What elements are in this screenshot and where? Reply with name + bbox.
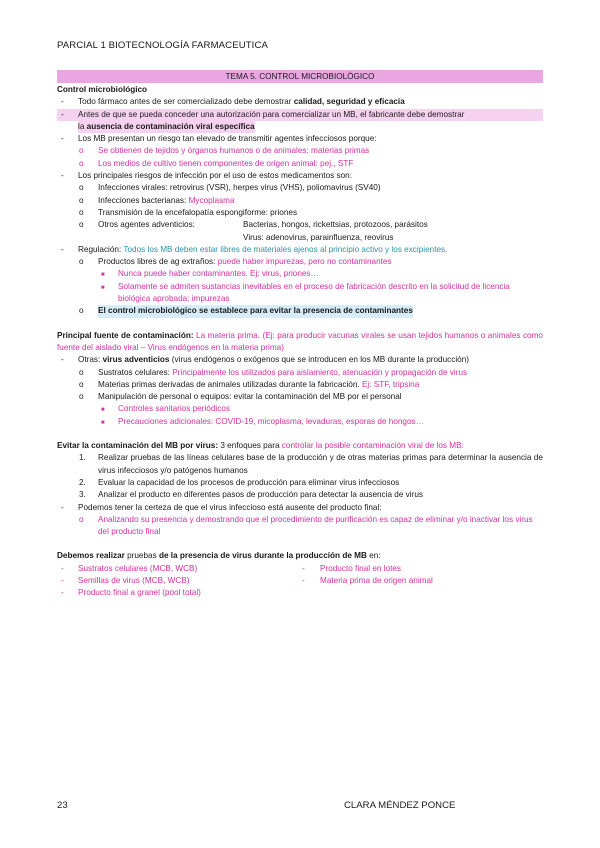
bullet-line: - Los MB presentan un riesgo tan elevado de transmitir agentes infecciosos porque: [61,134,377,144]
sub-bullet-line: o Sustratos celulares: Principalmente los utilizados para aislamiento, atenuación y propagación de virus [79,367,468,377]
sub-bullet-line-highlighted: o El control microbiológico se establece para evitar la presencia de contaminantes [57,305,543,317]
bullet-line: - Otras: virus adventicios (virus endógenos o exógenos que se introducen en los MB durante la producción) [61,355,469,365]
list-item: - Sustratos celulares (MCB, WCB) [61,563,198,573]
paragraph: Debemos realizar pruebas de la presencia de virus durante la producción de MB en: [57,551,381,561]
list-item: - Producto final a granel (pool total) [61,588,201,598]
sub-sub-bullet-line: ■ Solamente se admiten sustancias inevitables en el proceso de fabricación descrito en la solicitud de licencia biológica aprobada: impurezas [101,281,510,304]
page-number: 23 [57,800,68,811]
sub-bullet-line: o Los medios de cultivo tienen componentes de origen animal: pej., STF [79,158,354,168]
list-item: - Materia prima de origen animal [302,575,433,585]
sub-bullet-line: o Materias primas derivadas de animales utilizadas durante la fabricación. Ej: STF, tripsina [79,379,420,389]
sub-bullet-line: o Otros agentes adventicios: Bacterias, hongos, rickettsias, protozoos, parásitos [79,220,428,230]
two-column-list [57,563,543,600]
bullet-line: - Todo fármaco antes de ser comercializado debe demostrar calidad, seguridad y eficacia [61,97,405,107]
section-banner: TEMA 5. CONTROL MICROBIOLÓGICO [57,70,543,83]
bullet-line-highlighted: - Antes de que se pueda conceder una autorización para comercializar un MB, el fabricante debe demostrar [57,109,543,121]
list-column-left [57,563,300,600]
sub-bullet-line: o Se obtienen de tejidos y órganos humanos o de animales: materias primas [79,146,370,156]
paragraph: Evitar la contaminación del MB por virus: 3 enfoques para controlar la posible contaminación viral de los MB: [57,441,464,451]
sub-bullet-line: o Infecciones virales: retrovirus (VSR), herpes virus (VHS), poliomavirus (SV40) [79,183,381,193]
numbered-item: 2. Evaluar la capacidad de los procesos de producción para eliminar virus infecciosos [79,477,400,487]
sub-bullet-line: o Manipulación de personal o equipos: evitar la contaminación del MB por el personal [79,392,402,402]
page-content [57,70,543,600]
sub-sub-bullet-line: ■ Nunca puede haber contaminantes. Ej: virus, priones… [101,269,319,279]
bullet-line: - Regulación: Todos los MB deben estar libres de materiales ajenos al principio activo y los excipientes. [61,244,448,254]
list-item: - Producto final en lotes [302,563,402,573]
sub-bullet-line: o Productos libres de ag extraños: puede haber impurezas, pero no contaminantes [79,257,392,267]
paragraph: Principal fuente de contaminación: La materia prima. (Ej: para producir vacunas virales se usan tejidos humanos o animales como fuente del aislado viral – Virus endógenos en la materia prima) [57,330,543,352]
sub-sub-bullet-line: ■ Controles sanitarios periódicos [101,404,230,414]
sub-bullet-line: o Infecciones bacterianas: Mycoplasma [79,195,235,205]
page-header: PARCIAL 1 BIOTECNOLOGÍA FARMACEUTICA [57,40,268,51]
list-column-right [300,563,543,600]
bullet-line: - Podemos tener la certeza de que el virus infeccioso está ausente del producto final: [61,502,382,512]
bullet-line: - Los principales riesgos de infección por el uso de estos medicamentos son: [61,171,352,181]
numbered-item: 1. Realizar pruebas de las líneas celulares base de la producción y de otras materias primas para determinar la ausencia de virus infecciosos y/o patógenos humanos [79,453,543,475]
footer-author: CLARA MÉNDEZ PONCE [344,800,456,811]
sub-sub-bullet-line: ■ Precauciones adicionales: COVID-19, micoplasma, levaduras, esporas de hongos… [101,416,424,426]
bullet-line-continuation: la ausencia de contaminación viral específica [57,121,543,133]
list-item: - Semillas de virus (MCB, WCB) [61,575,190,585]
numbered-item: 3. Analizar el producto en diferentes pasos de producción para detectar la ausencia de virus [79,490,423,500]
sub-bullet-line: o Analizando su presencia y demostrando que el procedimiento de purificación es capaz de eliminar y/o inactivar los virus del producto final [79,514,533,537]
sub-bullet-line: o Transmisión de la encefalopatía espongiforme: priones [79,207,298,217]
section-title: Control microbiológico [57,85,148,94]
sub-bullet-continuation: Virus: adenovirus, parainfluenza, reovirus [243,232,394,242]
